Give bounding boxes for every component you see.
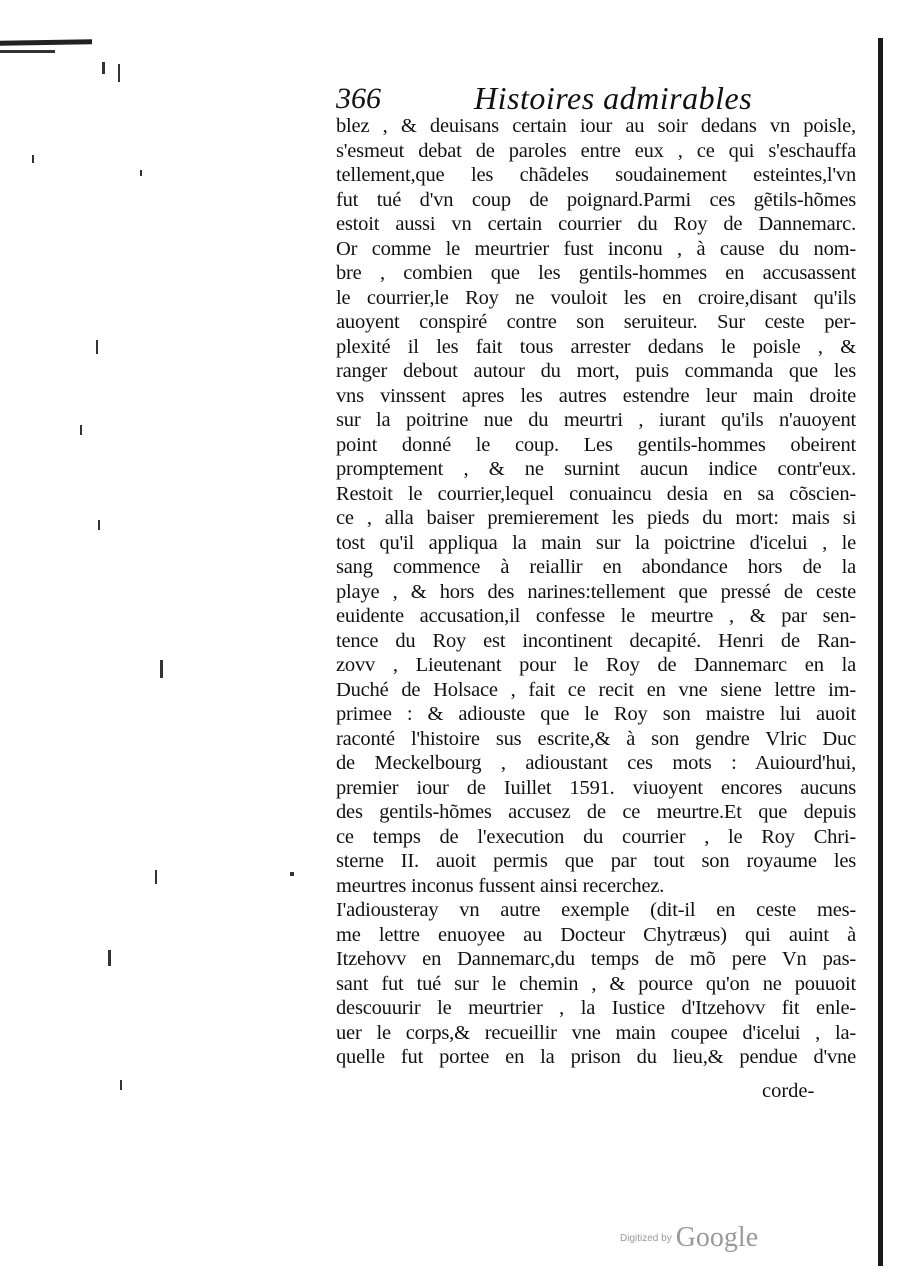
scan-speck xyxy=(120,1080,122,1090)
scan-speck xyxy=(118,64,120,82)
text-line: descouurir le meurtrier , la Iustice d'Itzehovv fit enle- xyxy=(336,997,856,1019)
running-title: Histoires admirables xyxy=(474,80,753,116)
scan-speck xyxy=(102,62,105,74)
text-line: ce , alla baiser premierement les pieds du mort: mais si xyxy=(336,507,856,529)
text-line: primee : & adiouste que le Roy son maistre lui auoit xyxy=(336,703,856,725)
text-line: blez , & deuisans certain iour au soir dedans vn poisle, xyxy=(336,115,856,137)
page-number: 366 xyxy=(336,82,381,115)
scan-speck xyxy=(32,155,34,163)
text-line: bre , combien que les gentils-hommes en accusassent xyxy=(336,262,856,284)
text-line: ce temps de l'execution du courrier , le Roy Chri- xyxy=(336,825,856,848)
text-body xyxy=(336,114,856,1070)
text-line: sterne II. auoit permis que par tout son royaume les xyxy=(336,850,856,872)
text-line: vns vinssent apres les autres estendre leur main droite xyxy=(336,384,856,407)
text-line: Duché de Holsace , fait ce recit en vne siene lettre im- xyxy=(336,678,856,701)
watermark-caption: Digitized by xyxy=(620,1232,672,1244)
scan-speck xyxy=(108,950,111,966)
text-line: raconté l'histoire sus escrite,& à son gendre Vlric Duc xyxy=(336,727,856,750)
text-line: point donné le coup. Les gentils-hommes obeirent xyxy=(336,433,856,456)
text-line: Restoit le courrier,lequel conuaincu desia en sa cõscien- xyxy=(336,482,856,505)
text-line: de Meckelbourg , adioustant ces mots : Auiourd'hui, xyxy=(336,752,856,774)
catchword: corde- xyxy=(762,1080,815,1102)
text-line: sur la poitrine nue du meurtri , iurant qu'ils n'auoyent xyxy=(336,409,856,431)
text-line: tellement,que les chãdeles soudainement esteintes,l'vn xyxy=(336,164,856,186)
text-line: promptement , & ne surnint aucun indice contr'eux. xyxy=(336,458,856,480)
text-line: quelle fut portee en la prison du lieu,& pendue d'vne xyxy=(336,1046,856,1068)
text-line: me lettre enuoyee au Docteur Chytræus) qui auint à xyxy=(336,923,856,946)
text-line: sant fut tué sur le chemin , & pource qu'on ne pouuoit xyxy=(336,972,856,995)
text-line: le courrier,le Roy ne vouloit les en croire,disant qu'ils xyxy=(336,286,856,309)
text-line: playe , & hors des narines:tellement que pressé de ceste xyxy=(336,580,856,603)
text-line: tost qu'il appliqua la main sur la poictrine d'icelui , le xyxy=(336,531,856,554)
scan-edge-mark xyxy=(0,39,92,46)
text-line: auoyent conspiré contre son seruiteur. Sur ceste per- xyxy=(336,311,856,333)
text-line: I'adiousteray vn autre exemple (dit-il en ceste mes- xyxy=(336,899,856,921)
text-line: meurtres inconus fussent ainsi recerchez. xyxy=(336,874,665,897)
scan-speck xyxy=(96,340,98,354)
page-gutter-edge xyxy=(878,38,883,1266)
scan-speck xyxy=(155,870,157,884)
text-line: des gentils-hõmes accusez de ce meurtre.Et que depuis xyxy=(336,801,856,823)
text-line: euidente accusation,il confesse le meurtre , & par sen- xyxy=(336,605,856,627)
text-line: estoit aussi vn certain courrier du Roy de Dannemarc. xyxy=(336,213,856,235)
digitization-watermark xyxy=(620,1222,758,1254)
scan-edge-mark xyxy=(0,50,55,53)
scan-speck xyxy=(80,425,82,435)
scan-speck xyxy=(140,170,142,176)
scan-speck xyxy=(98,520,100,530)
text-line: uer le corps,& recueillir vne main coupee d'icelui , la- xyxy=(336,1021,856,1044)
scan-speck xyxy=(290,872,294,876)
text-line: sang commence à reiallir en abondance hors de la xyxy=(336,556,856,578)
text-line: Or comme le meurtrier fust inconu , à cause du nom- xyxy=(336,237,856,260)
text-line: tence du Roy est incontinent decapité. Henri de Ran- xyxy=(336,629,856,652)
scan-speck xyxy=(160,660,163,678)
text-line: ranger debout autour du mort, puis commanda que les xyxy=(336,360,856,382)
text-line: premier iour de Iuillet 1591. viuoyent encores aucuns xyxy=(336,776,856,799)
text-line: s'esmeut debat de paroles entre eux , ce qui s'eschauffa xyxy=(336,139,856,162)
text-line: fut tué d'vn coup de poignard.Parmi ces gẽtils-hõmes xyxy=(336,188,856,211)
watermark-logo: Google xyxy=(675,1222,759,1253)
text-line: plexité il les fait tous arrester dedans le poisle , & xyxy=(336,335,856,358)
text-line: Itzehovv en Dannemarc,du temps de mõ pere Vn pas- xyxy=(336,948,856,970)
text-line: zovv , Lieutenant pour le Roy de Dannemarc en la xyxy=(336,654,856,676)
